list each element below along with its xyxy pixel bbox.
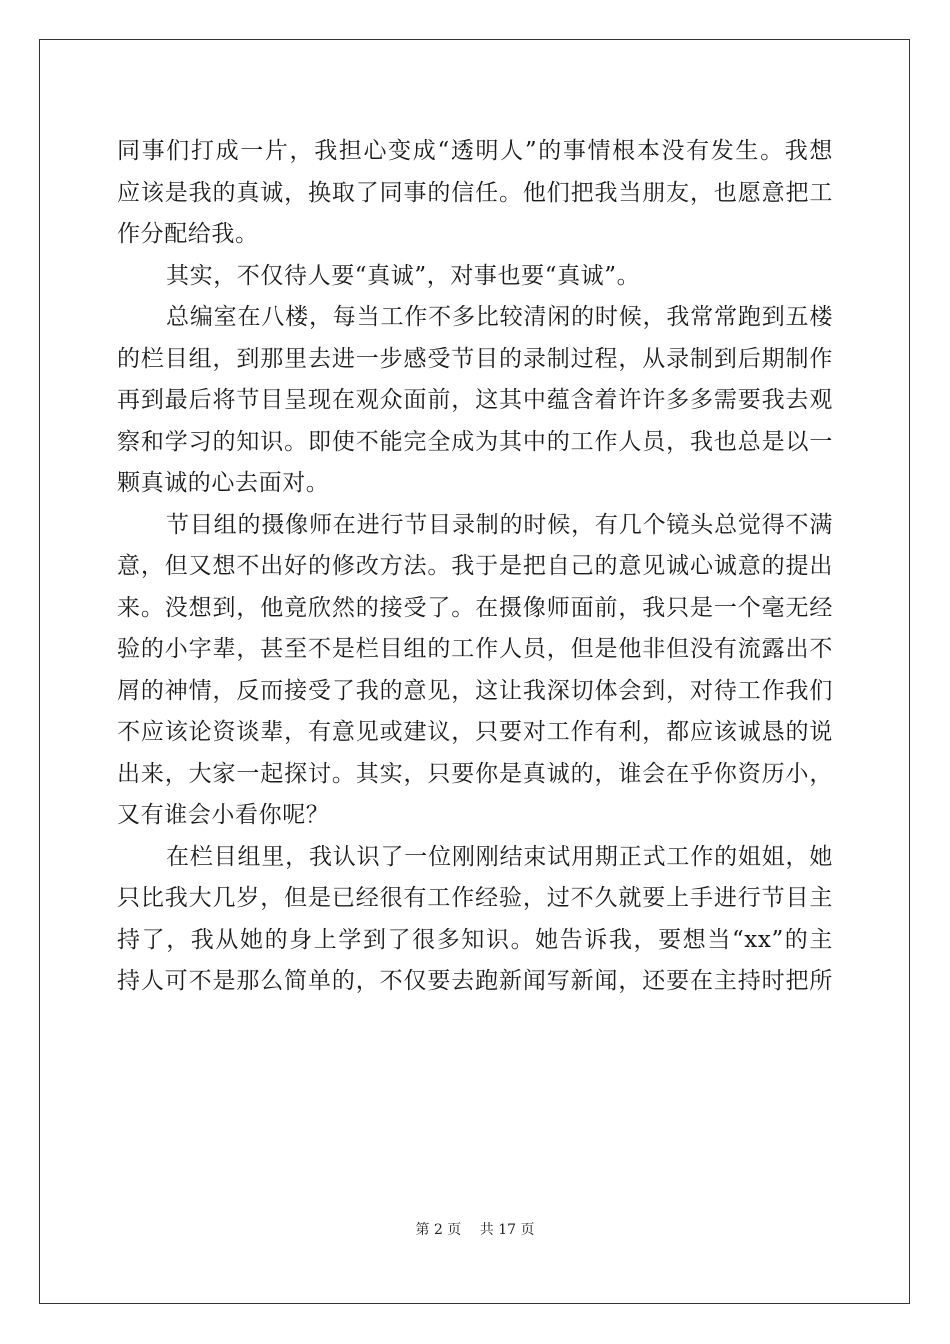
text-line: 在栏目组里，我认识了一位刚刚结束试用期正式工作的姐姐，她 [166, 843, 833, 870]
document-body [117, 131, 833, 1003]
text-line: 颗真诚的心去面对。 [117, 470, 330, 496]
text-line: 再到最后将节目呈现在观众面前，这其中蕴含着许许多多需要我去观 [117, 387, 833, 413]
text-line: 的栏目组，到那里去进一步感受节目的录制过程，从录制到后期制作 [117, 345, 833, 372]
text-line: 不应该论资谈辈，有意见或建议，只要对工作有利，都应该诚恳的说 [117, 719, 833, 745]
text-line: 出来，大家一起探讨。其实，只要你是真诚的，谁会在乎你资历小， [117, 760, 833, 787]
page-footer [0, 1219, 950, 1239]
paragraph [117, 256, 833, 298]
text-line: 意，但又想不出好的修改方法。我于是把自己的意见诚心诚意的提出 [117, 553, 833, 579]
text-line: 只比我大几岁，但是已经很有工作经验，过不久就要上手进行节目主 [117, 885, 833, 911]
text-line: 又有谁会小看你呢？ [117, 802, 330, 828]
text-line: 持了，我从她的身上学到了很多知识。她告诉我，要想当“xx”的主 [117, 926, 833, 953]
text-line: 同事们打成一片，我担心变成“透明人”的事情根本没有发生。我想 [117, 138, 833, 164]
text-line: 总编室在八楼，每当工作不多比较清闲的时候，我常常跑到五楼 [166, 304, 833, 330]
text-line: 持人可不是那么简单的，不仅要去跑新闻写新闻，还要在主持时把所 [117, 968, 833, 994]
text-line: 屑的神情，反而接受了我的意见，这让我深切体会到，对待工作我们 [117, 677, 833, 704]
page-number: 第 2 页 [415, 1222, 462, 1238]
text-line: 作分配给我。 [117, 221, 259, 247]
text-line: 其实，不仅待人要“真诚”，对事也要“真诚”。 [166, 262, 641, 289]
total-pages: 共 17 页 [479, 1222, 535, 1238]
paragraph [117, 837, 833, 1003]
text-line: 来。没想到，他竟欣然的接受了。在摄像师面前，我只是一个毫无经 [117, 594, 833, 621]
text-line: 察和学习的知识。即使不能完全成为其中的工作人员，我也总是以一 [117, 428, 833, 455]
paragraph [117, 297, 833, 505]
text-line: 应该是我的真诚，换取了同事的信任。他们把我当朋友，也愿意把工 [117, 179, 833, 206]
text-line: 节目组的摄像师在进行节目录制的时候，有几个镜头总觉得不满 [166, 511, 833, 538]
paragraph [117, 505, 833, 837]
paragraph [117, 131, 833, 256]
text-line: 验的小字辈，甚至不是栏目组的工作人员，但是他非但没有流露出不 [117, 636, 833, 662]
